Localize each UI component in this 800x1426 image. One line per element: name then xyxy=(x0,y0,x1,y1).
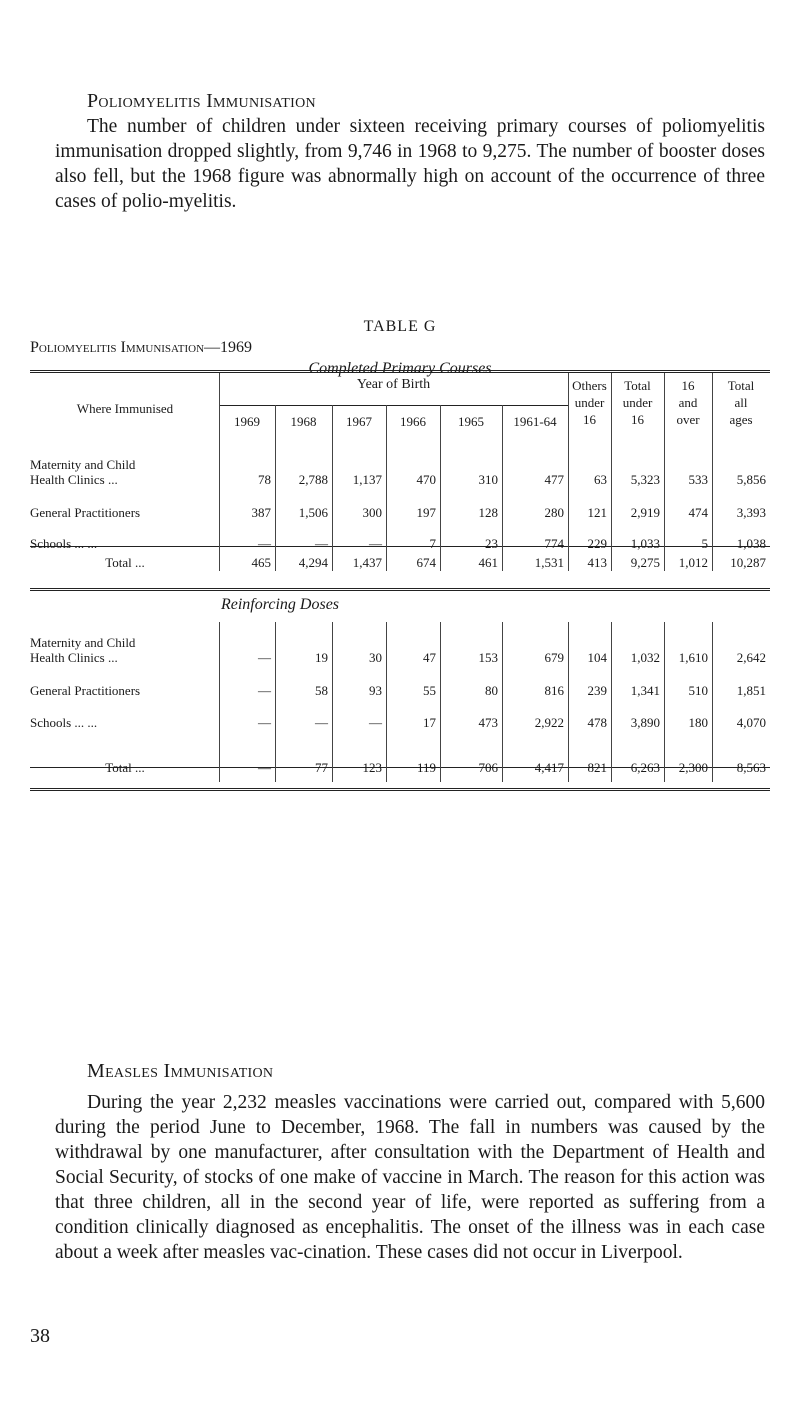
total-cell: 10,287 xyxy=(730,555,766,570)
table-cell: 310 xyxy=(478,472,498,487)
table-cell: 239 xyxy=(587,683,607,698)
measles-paragraph: During the year 2,232 measles vaccinations were carried out, compared with 5,600 during the period June to December, 1968. The fall in numbers was caused by the withdrawal by one manufacturer, after consultation with the Department of Health and Social Security, of stocks of one make of vaccine in March. The reason for this action was that three children, all in the second year of life, were reported as suffering from a condition clinically diagnosed as encephalitis. The onset of the illness was in each case about a week after measles vac-cination. These cases did not occur in Liverpool. xyxy=(55,1092,765,1263)
total-cell: 674 xyxy=(416,555,436,570)
table-cell: 58 xyxy=(315,683,328,698)
year-header-1967: 1967 xyxy=(346,414,372,429)
year-header-1961-64: 1961-64 xyxy=(513,414,557,429)
table-cell: 1,032 xyxy=(630,650,660,665)
year-header-1968: 1968 xyxy=(290,414,317,429)
total-cell: — xyxy=(258,760,271,775)
table-cell: 280 xyxy=(544,505,564,520)
table-cell: 774 xyxy=(544,536,564,551)
column-rule xyxy=(611,622,612,782)
table-cell: 533 xyxy=(688,472,708,487)
table-cell: — xyxy=(315,536,328,551)
table-cell: 470 xyxy=(416,472,436,487)
table-cell: 300 xyxy=(362,505,382,520)
table-cell: 3,393 xyxy=(736,505,766,520)
total-cell: 2,300 xyxy=(678,760,708,775)
table-cell: 197 xyxy=(416,505,436,520)
table-rule xyxy=(30,370,770,373)
table-cell: 4,070 xyxy=(736,715,766,730)
year-header-1966: 1966 xyxy=(400,414,426,429)
total-under-16-header: 16 xyxy=(631,412,644,427)
total-cell: 9,275 xyxy=(630,555,660,570)
total-cell: 461 xyxy=(478,555,498,570)
table-cell: 153 xyxy=(478,650,498,665)
row-label: Schools ... ... xyxy=(30,715,98,730)
total-cell: 413 xyxy=(587,555,607,570)
total-under-16-header: under xyxy=(622,395,653,410)
table-cell: 2,788 xyxy=(298,472,328,487)
table-rule xyxy=(30,788,770,791)
sixteen-and-over-header: over xyxy=(676,412,700,427)
others-under-16-header: under xyxy=(574,395,605,410)
column-rule xyxy=(440,622,441,782)
table-cell: 5,856 xyxy=(736,472,766,487)
table-title: Poliomyelitis Immunisation—1969 xyxy=(30,339,253,356)
table-cell: — xyxy=(258,715,271,730)
year-header-1965: 1965 xyxy=(458,414,484,429)
table-cell: 1,038 xyxy=(736,536,766,551)
total-cell: 77 xyxy=(315,760,328,775)
page-number: 38 xyxy=(30,1325,50,1347)
total-cell: 6,263 xyxy=(630,760,660,775)
column-rule xyxy=(502,622,503,782)
table-cell: 30 xyxy=(369,650,382,665)
table-cell: — xyxy=(258,683,271,698)
row-label: Schools ... ... xyxy=(30,536,98,551)
table-cell: 128 xyxy=(478,505,498,520)
table-rule xyxy=(30,588,770,591)
total-all-ages-header: all xyxy=(734,395,748,410)
table-label: TABLE G xyxy=(363,318,437,335)
table-cell: — xyxy=(258,536,271,551)
sixteen-and-over-header: 16 xyxy=(681,378,695,393)
polio-paragraph: The number of children under sixteen receiving primary courses of poliomyelitis immunisation dropped slightly, from 9,746 in 1968 to 9,275. The number of booster doses also fell, but the 1968 figure was abnormally high on account of the occurrence of three cases of polio-myelitis. xyxy=(55,116,765,212)
measles-heading: Measles Immunisation xyxy=(87,1060,274,1082)
column-rule xyxy=(568,622,569,782)
table-cell: 17 xyxy=(423,715,436,730)
column-rule xyxy=(386,622,387,782)
total-label: Total ... xyxy=(105,555,145,570)
total-all-ages-header: Total xyxy=(727,378,755,393)
column-rule xyxy=(219,622,220,782)
year-of-birth-header: Year of Birth xyxy=(356,377,431,392)
others-under-16-header: 16 xyxy=(583,412,596,427)
row-label: General Practitioners xyxy=(30,505,141,520)
total-cell: 123 xyxy=(362,760,382,775)
column-rule xyxy=(664,622,665,782)
table-cell: — xyxy=(315,715,328,730)
where-immunised-header: Where Immunised xyxy=(76,401,174,416)
table-cell: 477 xyxy=(544,472,564,487)
table-cell: 63 xyxy=(594,472,607,487)
total-cell: 821 xyxy=(587,760,607,775)
table-cell: 121 xyxy=(587,505,607,520)
table-cell: 47 xyxy=(423,650,436,665)
table-cell: — xyxy=(369,536,382,551)
table-cell: 229 xyxy=(587,536,607,551)
table-cell: 1,610 xyxy=(678,650,708,665)
table-cell: 55 xyxy=(423,683,436,698)
table-cell: 1,033 xyxy=(630,536,660,551)
table-cell: 2,919 xyxy=(630,505,660,520)
table-subtitle: Completed Primary Courses xyxy=(308,360,492,377)
total-under-16-header: Total xyxy=(624,378,651,393)
table-cell: 2,922 xyxy=(534,715,564,730)
table-cell: 3,890 xyxy=(630,715,660,730)
total-cell: 119 xyxy=(416,760,436,775)
table-cell: 387 xyxy=(251,505,271,520)
total-cell: 8,563 xyxy=(736,760,766,775)
sixteen-and-over-header: and xyxy=(678,395,698,410)
table-cell: 5 xyxy=(701,536,708,551)
table-cell: 23 xyxy=(485,536,498,551)
table-cell: 180 xyxy=(688,715,708,730)
total-cell: 1,012 xyxy=(678,555,708,570)
polio-heading: Poliomyelitis Immunisation xyxy=(87,90,316,112)
row-label: Maternity and Child xyxy=(30,635,136,650)
table-cell: 2,642 xyxy=(736,650,766,665)
total-cell: 1,437 xyxy=(352,555,382,570)
year-header-1969: 1969 xyxy=(234,414,260,429)
row-label: Health Clinics ... xyxy=(30,472,118,487)
table-cell: 679 xyxy=(544,650,564,665)
table-cell: 510 xyxy=(688,683,708,698)
total-all-ages-header: ages xyxy=(729,412,753,427)
year-subheader-rule xyxy=(219,405,568,406)
column-rule xyxy=(712,622,713,782)
total-label: Total ... xyxy=(105,760,145,775)
row-label: Health Clinics ... xyxy=(30,650,118,665)
table-cell: 474 xyxy=(688,505,708,520)
total-cell: 706 xyxy=(478,760,498,775)
total-cell: 4,417 xyxy=(534,760,564,775)
table-cell: 473 xyxy=(478,715,498,730)
table-cell: 93 xyxy=(369,683,382,698)
table-cell: 7 xyxy=(429,536,436,551)
table-cell: 80 xyxy=(485,683,498,698)
total-cell: 4,294 xyxy=(298,555,328,570)
table-cell: 478 xyxy=(587,715,607,730)
table-cell: 1,851 xyxy=(736,683,766,698)
table-cell: 19 xyxy=(315,650,328,665)
table-cell: 5,323 xyxy=(630,472,660,487)
table-cell: 816 xyxy=(544,683,564,698)
total-cell: 1,531 xyxy=(534,555,564,570)
reinforcing-doses-header: Reinforcing Doses xyxy=(220,596,340,613)
table-cell: 78 xyxy=(258,472,271,487)
table-cell: 1,137 xyxy=(352,472,382,487)
table-cell: — xyxy=(369,715,382,730)
total-cell: 465 xyxy=(251,555,271,570)
table-cell: 104 xyxy=(587,650,607,665)
table-cell: 1,506 xyxy=(298,505,328,520)
column-rule xyxy=(275,622,276,782)
table-cell: 1,341 xyxy=(630,683,660,698)
others-under-16-header: Others xyxy=(572,378,607,393)
table-cell: — xyxy=(258,650,271,665)
column-rule xyxy=(332,622,333,782)
row-label: Maternity and Child xyxy=(30,457,136,472)
row-label: General Practitioners xyxy=(30,683,141,698)
